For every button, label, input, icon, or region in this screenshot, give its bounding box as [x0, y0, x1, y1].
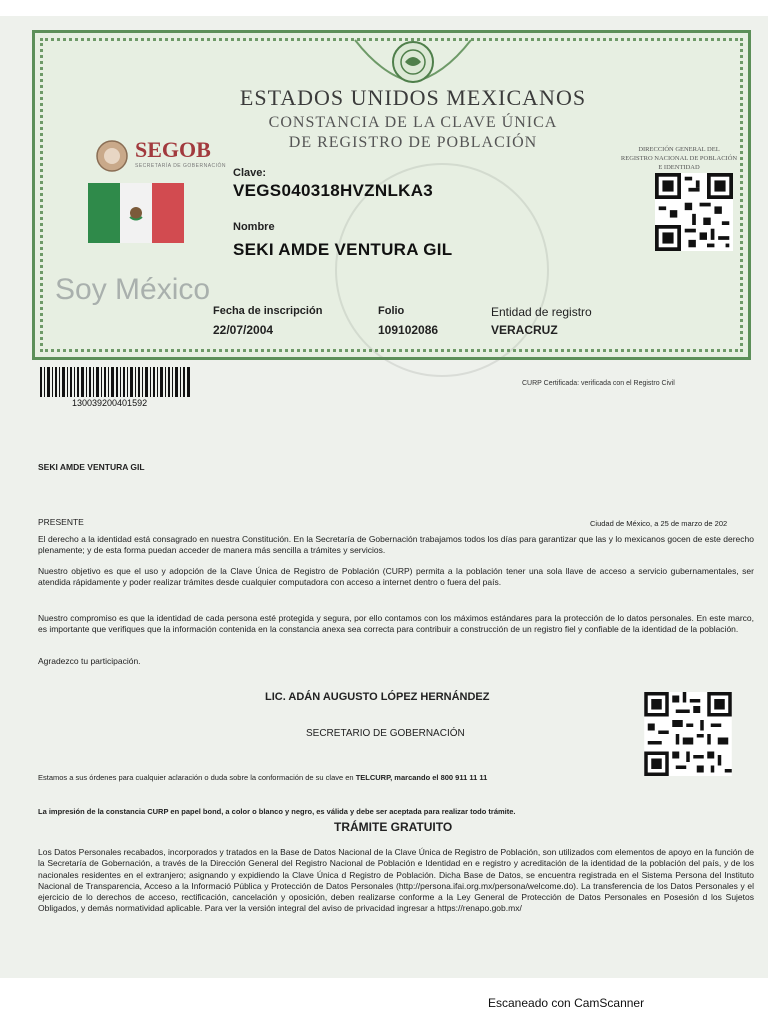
soy-mexico-brand: Soy México	[55, 273, 211, 306]
curp-certified-note: CURP Certificada: verificada con el Registro Civil	[522, 380, 675, 387]
nombre-value: SEKI AMDE VENTURA GIL	[233, 240, 453, 259]
qr-code-icon	[655, 173, 733, 251]
privacy-notice: Los Datos Personales recabados, incorporados y tratados en la Base de Datos Nacional de la Clave Única de Registro de Población, son utilizados com elementos de apoyo en la función de la Secretaría de Gobernación, a través de la Dirección General del Registro Nacional de Población e Identidad en e registro y acreditación de la identidad de la población del país, y de los nacionales residentes en el extranjero; asignando y expidiendo la Clave Única d Registro de Población. Dicha Base de Datos, se encuentra registrada en el Sistema Persona del Instituto Nacional de Transparencia, Acceso a la Informació Pública y Protección de Datos Personales (http://persona.ifai.org.mx/persona/welcome.do). La transferencia de los Datos Personales y el ejercicio de lo derechos de acceso, rectificación, cancelación y oposición, deben realizarse conforme a la Ley General de Protección de Datos Personales en Posesión d los Sujetos Obligados, y demás normatividad aplicable. Para ver la versión integral del aviso de privacidad ingresar a https://renapo.gob.mx/	[38, 847, 754, 914]
tramite-gratuito: TRÁMITE GRATUITO	[334, 820, 453, 834]
letter-presente: PRESENTE	[38, 517, 84, 527]
direction-name	[601, 145, 757, 172]
segob-subtitle: SECRETARÍA DE GOBERNACIÓN	[135, 163, 227, 169]
folio-label: Folio	[378, 305, 405, 317]
letter-recipient: SEKI AMDE VENTURA GIL	[38, 462, 145, 472]
coat-of-arms-icon	[126, 203, 146, 223]
fecha-value: 22/07/2004	[213, 323, 274, 337]
certificate-title: ESTADOS UNIDOS MEXICANOS	[239, 85, 587, 110]
flag-white-stripe	[120, 183, 152, 243]
segob-emblem-icon	[95, 139, 129, 173]
barcode-icon	[40, 367, 190, 397]
fecha-label: Fecha de inscripción	[213, 305, 323, 317]
folio-value: 109102086	[378, 323, 439, 337]
signer-name: LIC. ADÁN AUGUSTO LÓPEZ HERNÁNDEZ	[265, 691, 490, 703]
scanner-footer: Escaneado con CamScanner	[488, 996, 645, 1010]
segob-name: SEGOB	[135, 137, 211, 162]
direction-line: E IDENTIDAD	[658, 164, 700, 171]
mexico-flag	[88, 183, 184, 243]
entidad-value: VERACRUZ	[491, 323, 558, 337]
letter-place-date: Ciudad de México, a 25 de marzo de 202	[590, 519, 728, 528]
entidad-label: Entidad de registro	[491, 305, 592, 319]
curp-certificate	[32, 30, 751, 360]
subtitle-line-2: DE REGISTRO DE POBLACIÓN	[288, 134, 538, 151]
contact-note	[38, 773, 487, 784]
qr-code-icon	[644, 692, 732, 776]
barcode-number: 13003920040159​2	[72, 398, 148, 408]
clave-value: VEGS040318HVZNLKA3	[233, 181, 434, 200]
nombre-label: Nombre	[233, 221, 275, 233]
letter-paragraph-3: Nuestro compromiso es que la identidad de cada persona esté protegida y segura, por ello contamos con los máximos estándares para la protección de lo datos personales. En este marco, es importante que verifiques que la información contenida en la constancia anexa sea correcta para contribuir a construcción de un registro fiel y confiable de la identidad de la población.	[38, 613, 754, 634]
certificate-subtitle	[233, 113, 593, 153]
letter-paragraph-2: Nuestro objetivo es que el uso y adopción de la Clave Única de Registro de Población (CURP) permita a la población tener una sola llave de acceso a servicio gubernamentales, ser atendida rápidamente y poder realizar trámites desde cualquier computadora con acceso a internet dentro o fuera del país.	[38, 566, 754, 587]
contact-prefix: Estamos a sus órdenes para cualquier aclaración o duda sobre la conformación de su clave en	[38, 773, 356, 782]
print-notice: La impresión de la constancia CURP en papel bond, a color o blanco y negro, es válida y debe ser aceptada para realizar todo trámite.	[38, 807, 516, 816]
flag-red-stripe	[152, 183, 184, 243]
letter-thanks: Agradezco tu participación.	[38, 656, 141, 666]
direction-line: REGISTRO NACIONAL DE POBLACIÓN	[620, 155, 738, 162]
direction-line: DIRECCIÓN GENERAL DEL	[638, 146, 720, 153]
signer-title: SECRETARIO DE GOBERNACIÓN	[306, 728, 465, 739]
letter-paragraph-1: El derecho a la identidad está consagrado en nuestra Constitución. En la Secretaría de Gobernación trabajamos todos los días para garantizar que las y lo mexicanos gocen de este derecho plenamente; y de esta forma puedan acceder de manera más sencilla a trámites y servicios.	[38, 534, 754, 555]
subtitle-line-1: CONSTANCIA DE LA CLAVE ÚNICA	[268, 114, 558, 131]
contact-phone: TELCURP, marcando el 800 911 11 11	[355, 773, 488, 782]
clave-label: Clave:	[233, 167, 267, 179]
flag-green-stripe	[88, 183, 120, 243]
